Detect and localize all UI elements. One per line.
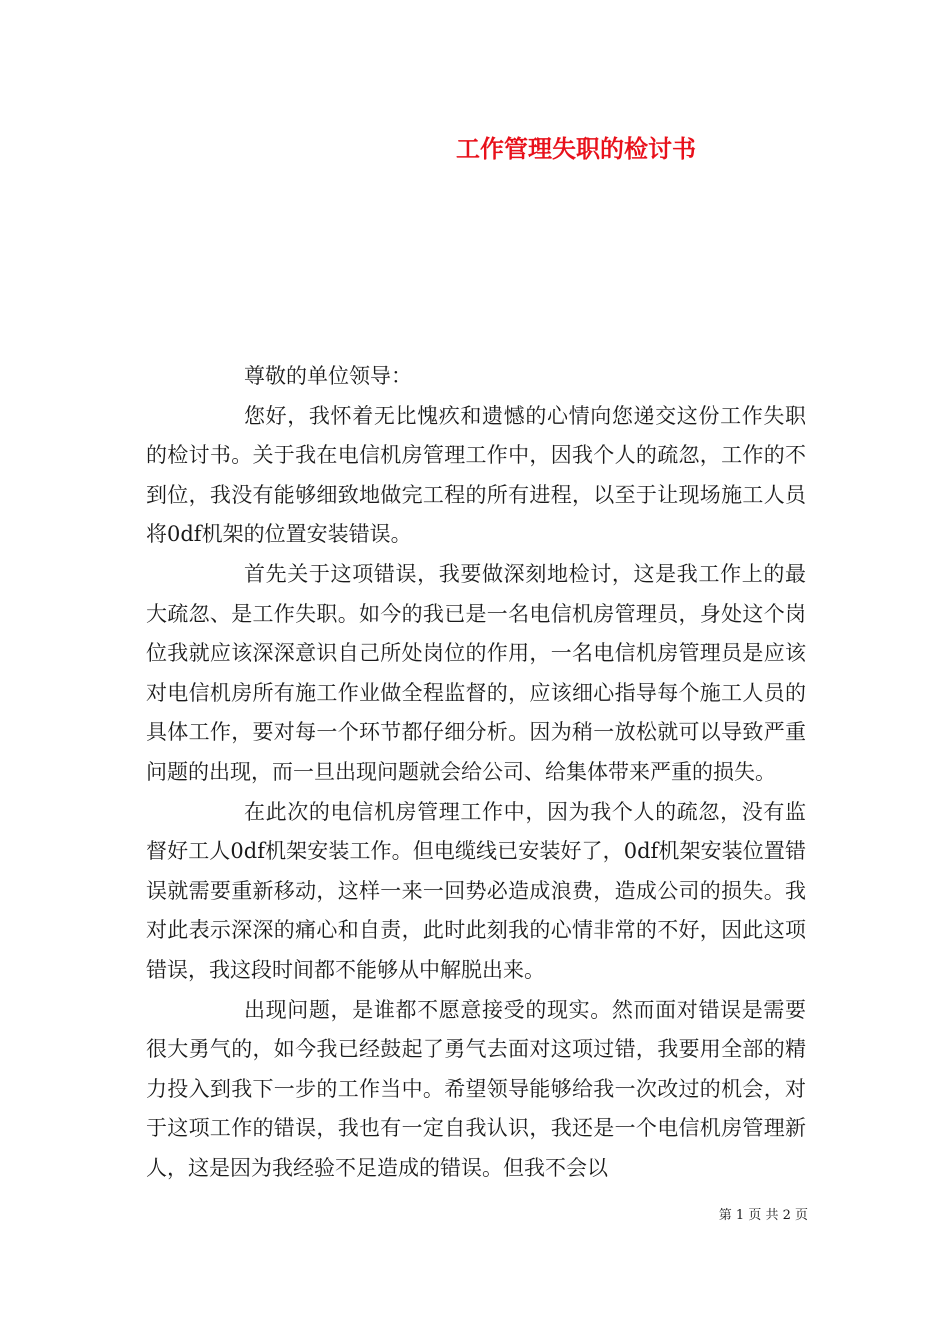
page-number-footer: 第 1 页 共 2 页 [718,1208,808,1223]
document-title: 工作管理失职的检讨书 [456,135,696,163]
paragraph-3: 在此次的电信机房管理工作中，因为我个人的疏忽，没有监督好工人0df机架安装工作。但电缆线已安装好了，0df机架安装位置错误就需要重新移动，这样一来一回势必造成浪费，造成公司的损失。我对此表示深深的痛心和自责，此时此刻我的心情非常的不好，因此这项错误，我这段时间都不能够从中解脱出来。 [146,799,806,982]
paragraph-2: 首先关于这项错误，我要做深刻地检讨，这是我工作上的最大疏忽、是工作失职。如今的我已是一名电信机房管理员，身处这个岗位我就应该深深意识自己所处岗位的作用，一名电信机房管理员是应该对电信机房所有施工作业做全程监督的，应该细心指导每个施工人员的具体工作，要对每一个环节都仔细分析。因为稍一放松就可以导致严重问题的出现，而一旦出现问题就会给公司、给集体带来严重的损失。 [146,561,806,784]
paragraph-4: 出现问题，是谁都不愿意接受的现实。然而面对错误是需要很大勇气的，如今我已经鼓起了勇气去面对这项过错，我要用全部的精力投入到我下一步的工作当中。希望领导能够给我一次改过的机会，对于这项工作的错误，我也有一定自我认识，我还是一个电信机房管理新人，这是因为我经验不足造成的错误。但我不会以 [146,997,806,1180]
document-body [146,357,806,1188]
paragraph-1: 您好，我怀着无比愧疚和遗憾的心情向您递交这份工作失职的检讨书。关于我在电信机房管理工作中，因我个人的疏忽，工作的不到位，我没有能够细致地做完工程的所有进程，以至于让现场施工人员将0df机架的位置安装错误。 [146,403,806,547]
salutation: 尊敬的单位领导： [244,364,412,388]
